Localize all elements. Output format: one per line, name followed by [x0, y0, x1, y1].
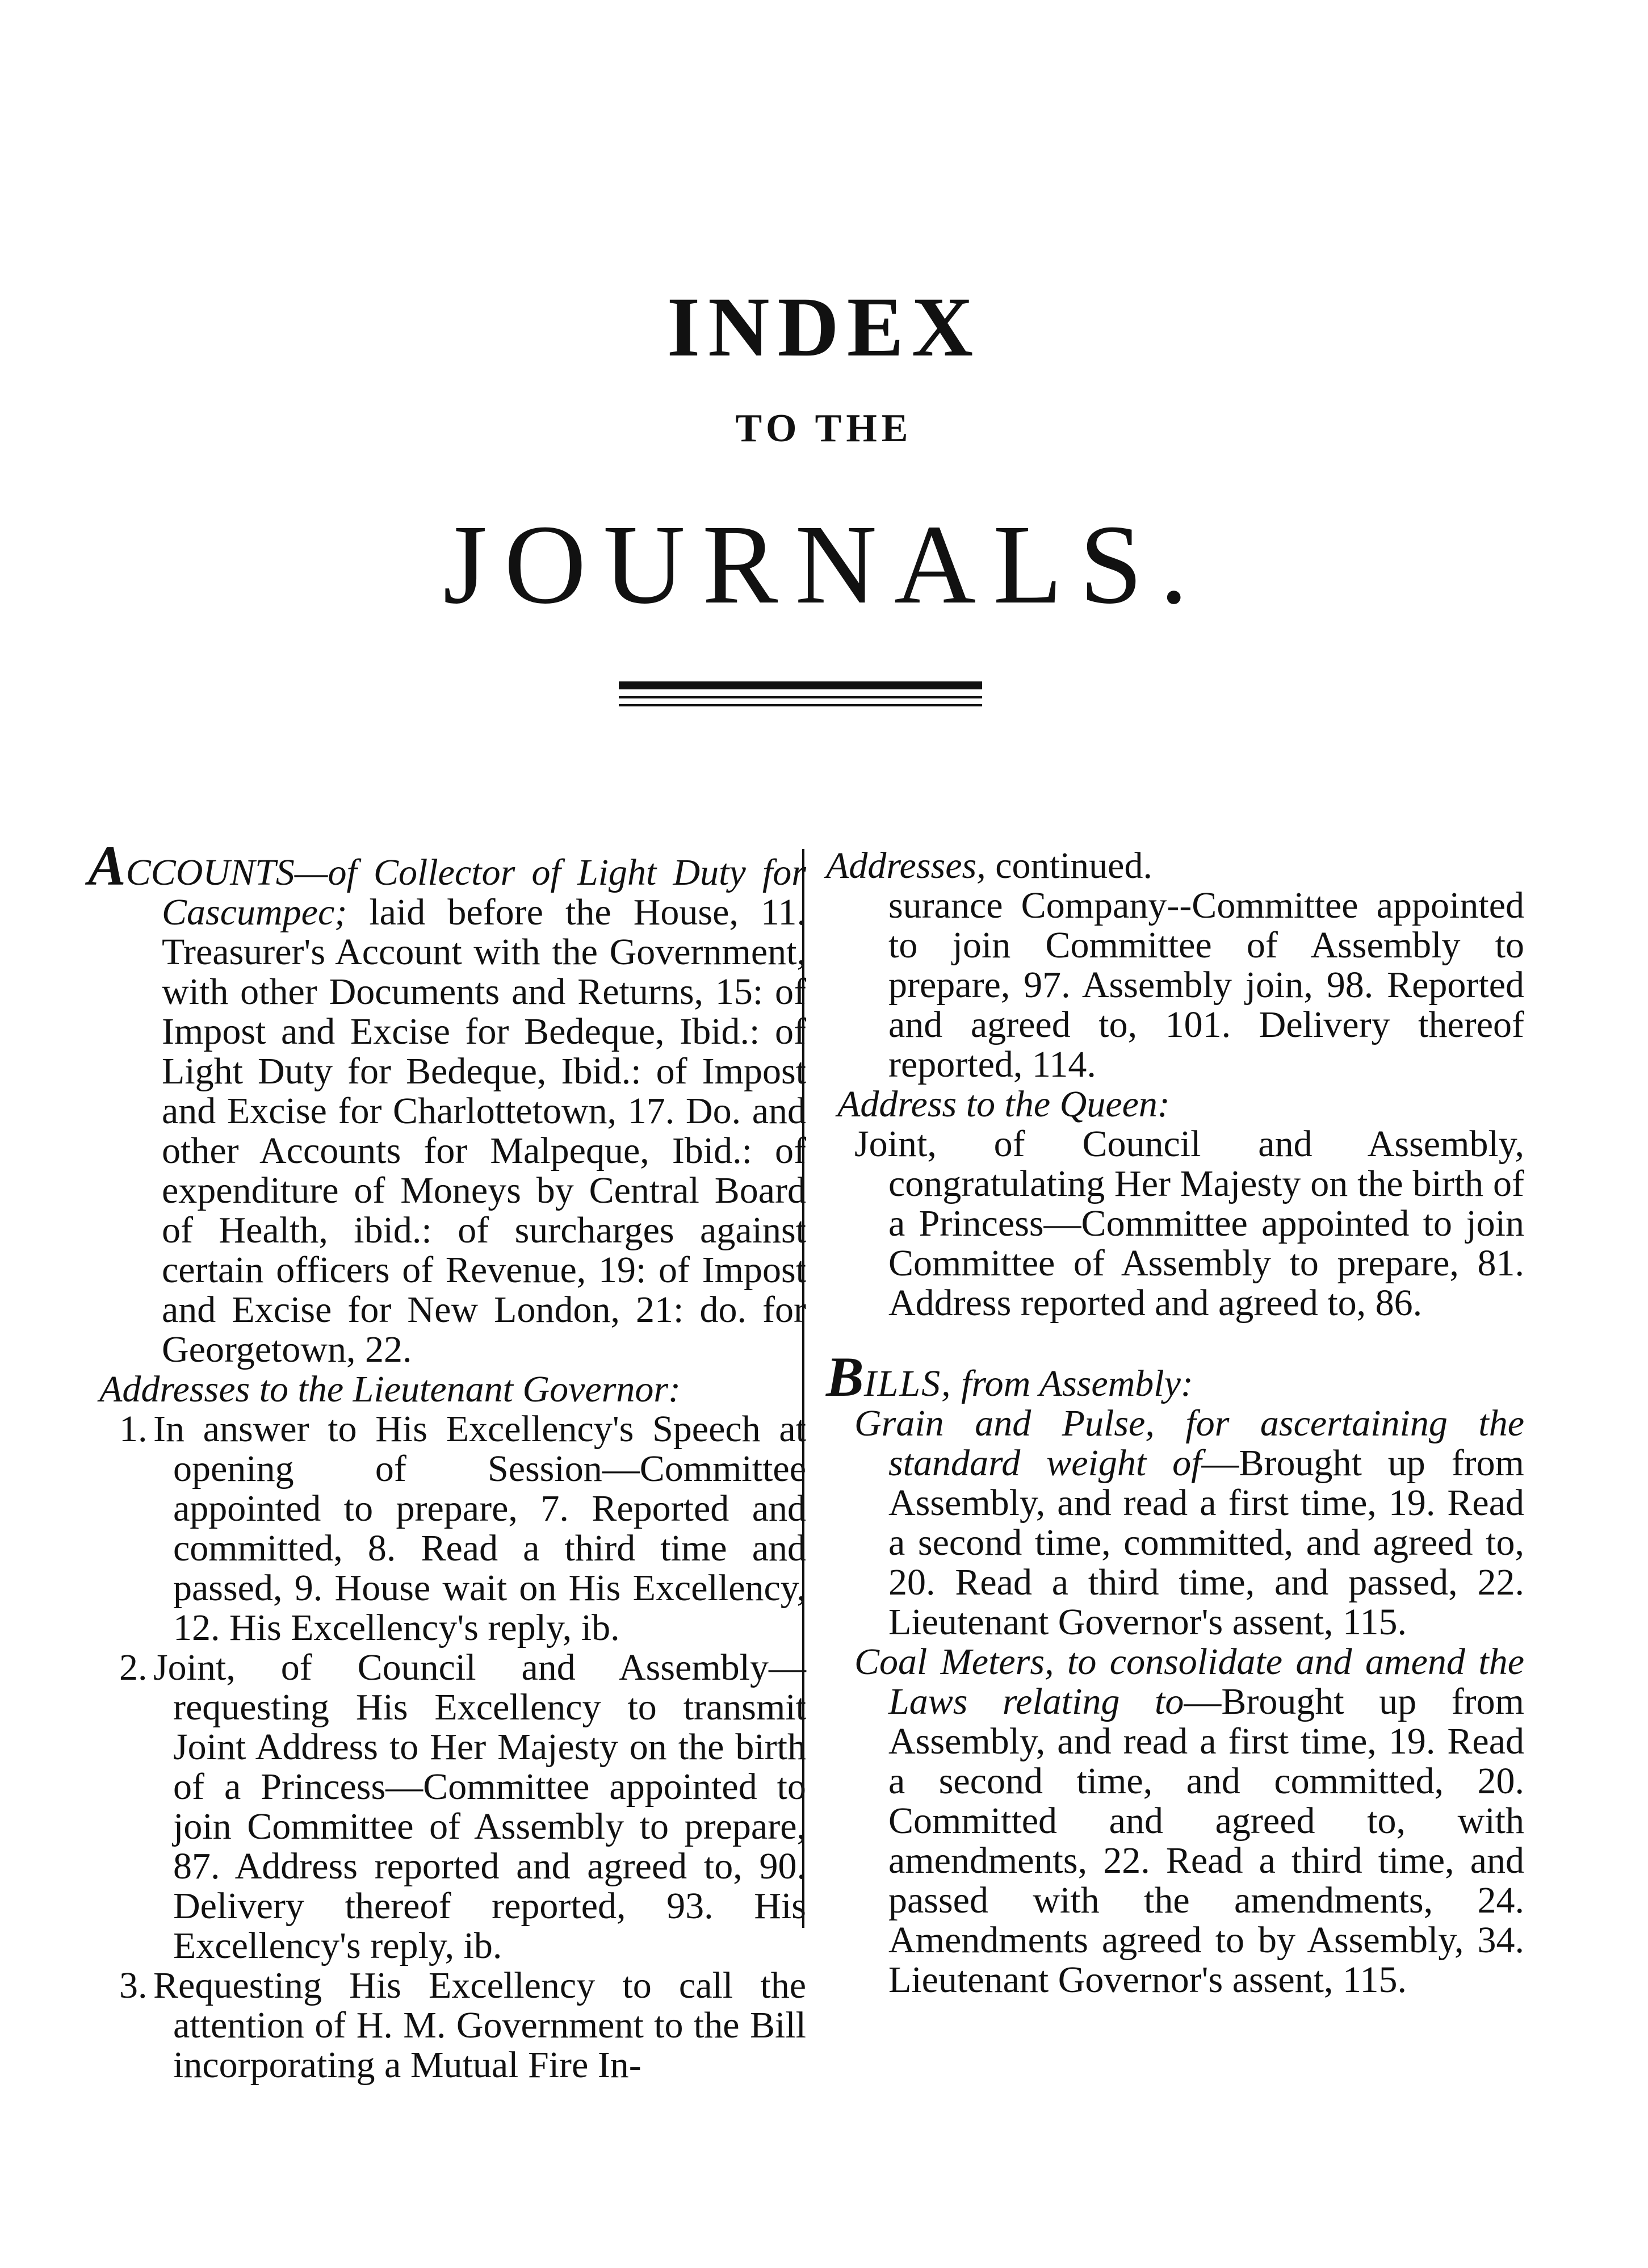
accounts-initial: A — [88, 834, 126, 897]
title-rule — [619, 681, 982, 706]
bill-text: —Brought up from Assembly, and read a first time, 19. Read a second time, committed, and agreed to, 20. Read a third time, and passed, 22. Lieutenant Governor's assent, 115. — [888, 1442, 1524, 1643]
item-number: 1. — [119, 1408, 148, 1450]
bill-entry — [826, 1642, 1524, 2000]
addresses-word: Addresses, — [826, 845, 986, 886]
right-column — [826, 846, 1524, 2000]
bills-sub: from Assembly: — [961, 1363, 1193, 1404]
journals-title: JOURNALS. — [443, 502, 1205, 627]
bill-text: —Brought up from Assembly, and read a first time, 19. Read a second time, and committed, 20. Committed and agreed to, with amendments, 22. Read a third time, and passed with the amendments, 24. Amendments agreed to by Assembly, 34. Lieutenant Governor's assent, 115. — [888, 1681, 1524, 2001]
accounts-entry — [88, 834, 807, 1370]
bill-title: Coal Meters, to consolidate and amend the Laws relating to — [854, 1641, 1524, 1722]
address-item-1 — [88, 1409, 806, 1648]
item-text: Joint, of Council and Assembly—requesting His Excellency to transmit Joint Address to Her Majesty on the birth of a Princess—Committee appointed to join Committee of Assembly to prepare, 87. Address reported and agreed to, 90. Delivery thereof reported, 93. His Excellency's reply, ib. — [153, 1647, 806, 1966]
accounts-heading: CCOUNTS—of Collector of Light Duty for Cascumpec; — [125, 852, 806, 933]
item-number: 2. — [119, 1647, 148, 1688]
address-item-3 — [88, 1966, 806, 2085]
left-column — [88, 834, 807, 2086]
bill-title: Grain and Pulse, for ascertaining the standard weight of — [854, 1403, 1524, 1484]
to-the-subtitle: TO THE — [735, 407, 913, 450]
item-text: In answer to His Excellency's Speech at opening of Session—Committee appointed to prepare, 7. Reported and committed, 8. Read a third time and passed, 9. House wait on His Excellency, 12. His Excellency's reply, ib. — [153, 1408, 806, 1648]
address-item-2 — [88, 1648, 806, 1966]
addresses-lg-heading: Addresses to the Lieutenant Governor: — [99, 1369, 681, 1410]
accounts-body: laid before the House, 11. Treasurer's Account with the Government, with other Documents and Returns, 15: of Impost and Excise for Bedeque, Ibid.: of Light Duty for Bedeque, Ibid.: of Impost and Excise for Charlottetown, 17. Do. and other Accounts for Malpeque, Ibid.: of expenditure of Moneys by Central Board of Health, ibid.: of surcharges against certain officers of Revenue, 19: of Impost and Excise for New London, 21: do. for Georgetown, 22. — [162, 892, 807, 1370]
index-title: INDEX — [666, 280, 982, 374]
bills-word: ILLS, — [863, 1363, 952, 1404]
item-text: Requesting His Excellency to call the attention of H. M. Government to the Bill incorporating a Mutual Fire In- — [153, 1965, 806, 2086]
queen-text: Joint, of Council and Assembly, congratulating Her Majesty on the birth of a Princess—Committee appointed to join Committee of Assembly to prepare, 81. Address reported and agreed to, 86. — [854, 1123, 1524, 1324]
bill-entry — [826, 1404, 1524, 1642]
bills-heading — [826, 1345, 1524, 1408]
bills-initial: B — [826, 1345, 864, 1408]
queen-heading: Address to the Queen: — [837, 1083, 1170, 1125]
item-number: 3. — [119, 1965, 148, 2006]
addresses-continued-heading — [826, 846, 1524, 886]
continued-word: continued. — [995, 845, 1152, 886]
addresses-continued-text: surance Company--Committee appointed to join Committee of Assembly to prepare, 97. Assembly join, 98. Reported and agreed to, 101. Delivery thereof reported, 114. — [888, 885, 1524, 1085]
